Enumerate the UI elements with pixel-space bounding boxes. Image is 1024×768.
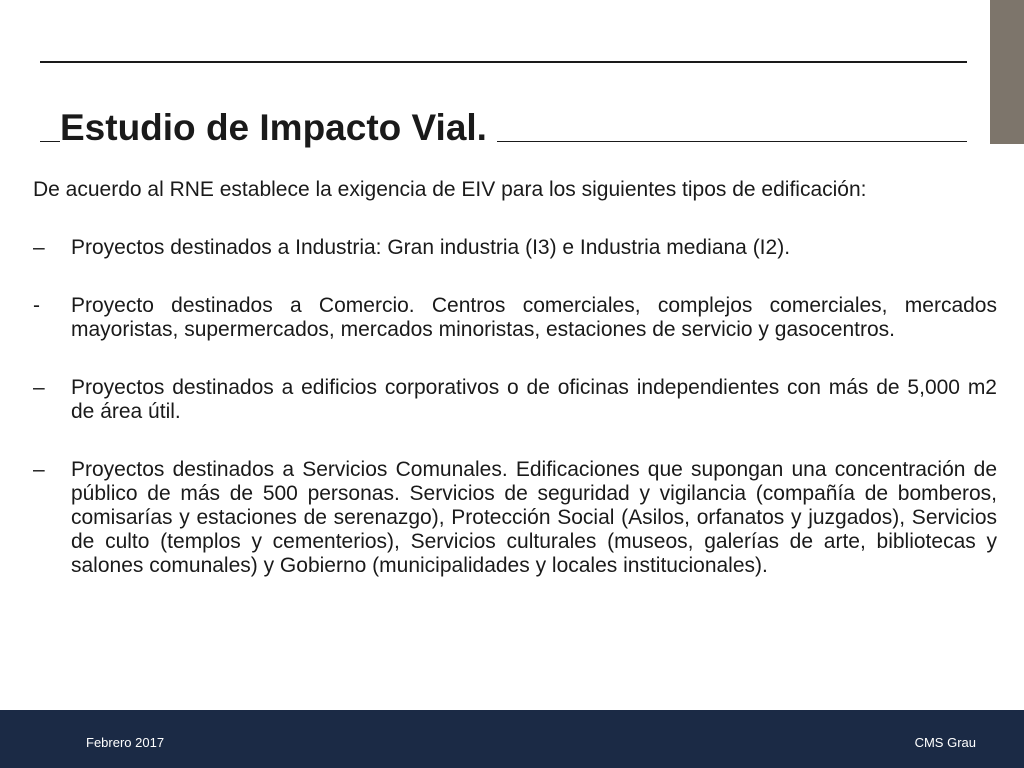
bullet-marker: -: [33, 294, 40, 317]
bullet-text: Proyectos destinados a Servicios Comunales. Edificaciones que supongan una concentración de público de más de 500 personas. Servicios de seguridad y vigilancia (compañía de bomberos, comisarías y estaciones de serenazgo), Protección Social (Asilos, orfanatos y juzgados), Servicios de culto (templos y cementerios), Servicios culturales (museos, galerías de arte, bibliotecas y salones comunales) y Gobierno (municipalidades y locales institucionales).: [71, 458, 997, 577]
bullet-item-oficinas: [33, 376, 997, 424]
bullet-text: Proyecto destinados a Comercio. Centros comerciales, complejos comerciales, mercados mayoristas, supermercados, mercados minoristas, estaciones de servicio y gasocentros.: [71, 294, 997, 341]
slide-title: Estudio de Impacto Vial.: [60, 104, 497, 152]
corner-accent-bar: [990, 0, 1024, 144]
slide-body: [33, 178, 997, 578]
bullet-item-comercio: [33, 294, 997, 342]
bullet-marker: –: [33, 376, 45, 399]
footer-organization: CMS Grau: [914, 735, 976, 750]
bullet-item-industria: [33, 236, 997, 260]
footer-date: Febrero 2017: [86, 735, 165, 750]
intro-paragraph: De acuerdo al RNE establece la exigencia de EIV para los siguientes tipos de edificación:: [33, 178, 867, 201]
top-divider-line: [40, 61, 967, 63]
bullet-marker: –: [33, 458, 45, 481]
bullet-marker: –: [33, 236, 45, 259]
bullet-text: Proyectos destinados a edificios corporativos o de oficinas independientes con más de 5,000 m2 de área útil.: [71, 376, 997, 423]
bullet-item-servicios-comunales: [33, 458, 997, 578]
slide-footer: [0, 710, 1024, 768]
bullet-text: Proyectos destinados a Industria: Gran industria (I3) e Industria mediana (I2).: [71, 236, 791, 259]
